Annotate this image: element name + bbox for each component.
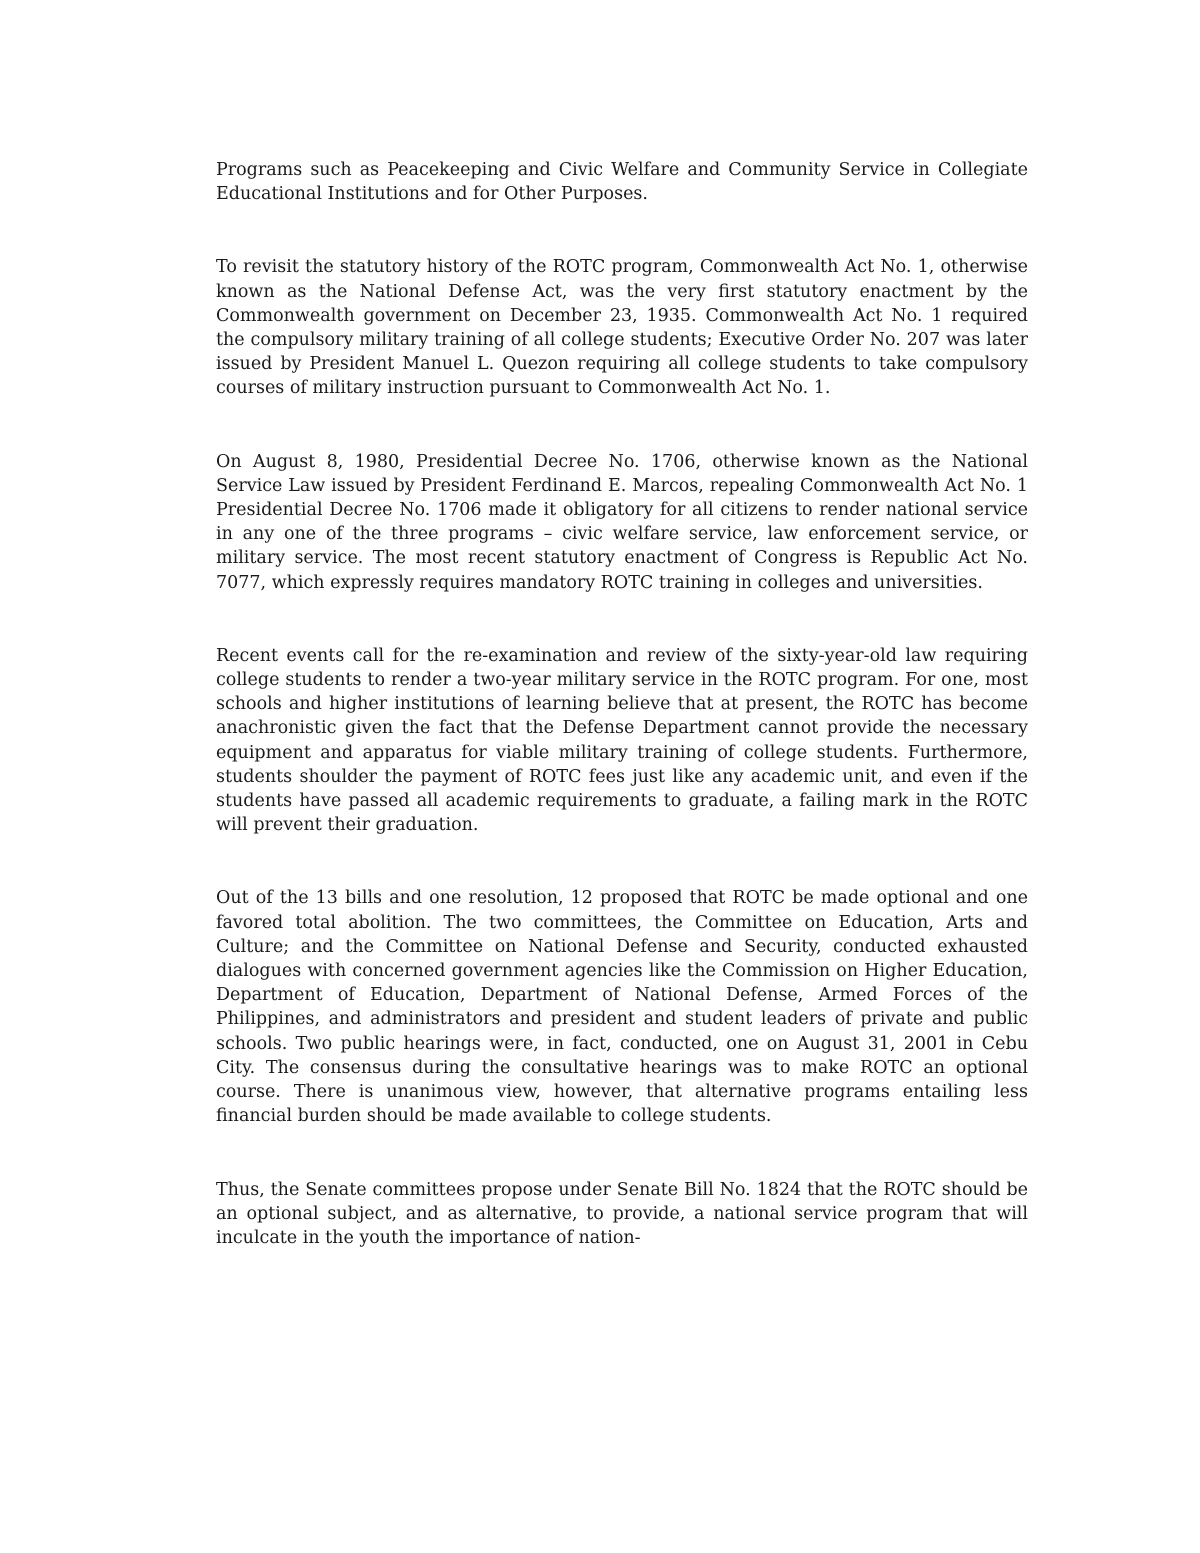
paragraph-bill-title-continuation: Programs such as Peacekeeping and Civic Welfare and Community Service in Collegiate Educational Institutions and for Other Purposes. <box>216 160 1028 205</box>
paragraph-senate-proposal: Thus, the Senate committees propose under Senate Bill No. 1824 that the ROTC should be an optional subject, and as alternative, to provide, a national service program that will inculcate in the youth the importance of nation- <box>216 1179 1028 1248</box>
paragraph-national-service-law: On August 8, 1980, Presidential Decree No. 1706, otherwise known as the National Service Law issued by President Ferdinand E. Marcos, repealing Commonwealth Act No. 1 Presidential Decree No. 1706 made it obligatory for all citizens to render national service in any one of the three programs – civic welfare service, law enforcement service, or military service. The most recent statutory enactment of Congress is Republic Act No. 7077, which expressly requires mandatory ROTC training in colleges and universities. <box>216 451 1028 593</box>
paragraph-statutory-history: To revisit the statutory history of the ROTC program, Commonwealth Act No. 1, otherwise known as the National Defense Act, was the very first statutory enactment by the Commonwealth government on December 23, 1935. Commonwealth Act No. 1 required the compulsory military training of all college students; Executive Order No. 207 was later issued by President Manuel L. Quezon requiring all college students to take compulsory courses of military instruction pursuant to Commonwealth Act No. 1. <box>216 257 1028 399</box>
paragraph-recent-events: Recent events call for the re-examination and review of the sixty-year-old law requiring college students to render a two-year military service in the ROTC program. For one, most schools and higher institutions of learning believe that at present, the ROTC has become anachronistic given the fact that the Defense Department cannot provide the necessary equipment and apparatus for viable military training of college students. Furthermore, students shoulder the payment of ROTC fees just like any academic unit, and even if the students have passed all academic requirements to graduate, a failing mark in the ROTC will prevent their graduation. <box>216 645 1028 836</box>
paragraph-bills-and-hearings: Out of the 13 bills and one resolution, 12 proposed that ROTC be made optional and one favored total abolition. The two committees, the Committee on Education, Arts and Culture; and the Committee on National Defense and Security, conducted exhausted dialogues with concerned government agencies like the Commission on Higher Education, Department of Education, Department of National Defense, Armed Forces of the Philippines, and administrators and president and student leaders of private and public schools. Two public hearings were, in fact, conducted, one on August 31, 2001 in Cebu City. The consensus during the consultative hearings was to make ROTC an optional course. There is unanimous view, however, that alternative programs entailing less financial burden should be made available to college students. <box>216 888 1028 1127</box>
document-body <box>216 158 1028 1250</box>
